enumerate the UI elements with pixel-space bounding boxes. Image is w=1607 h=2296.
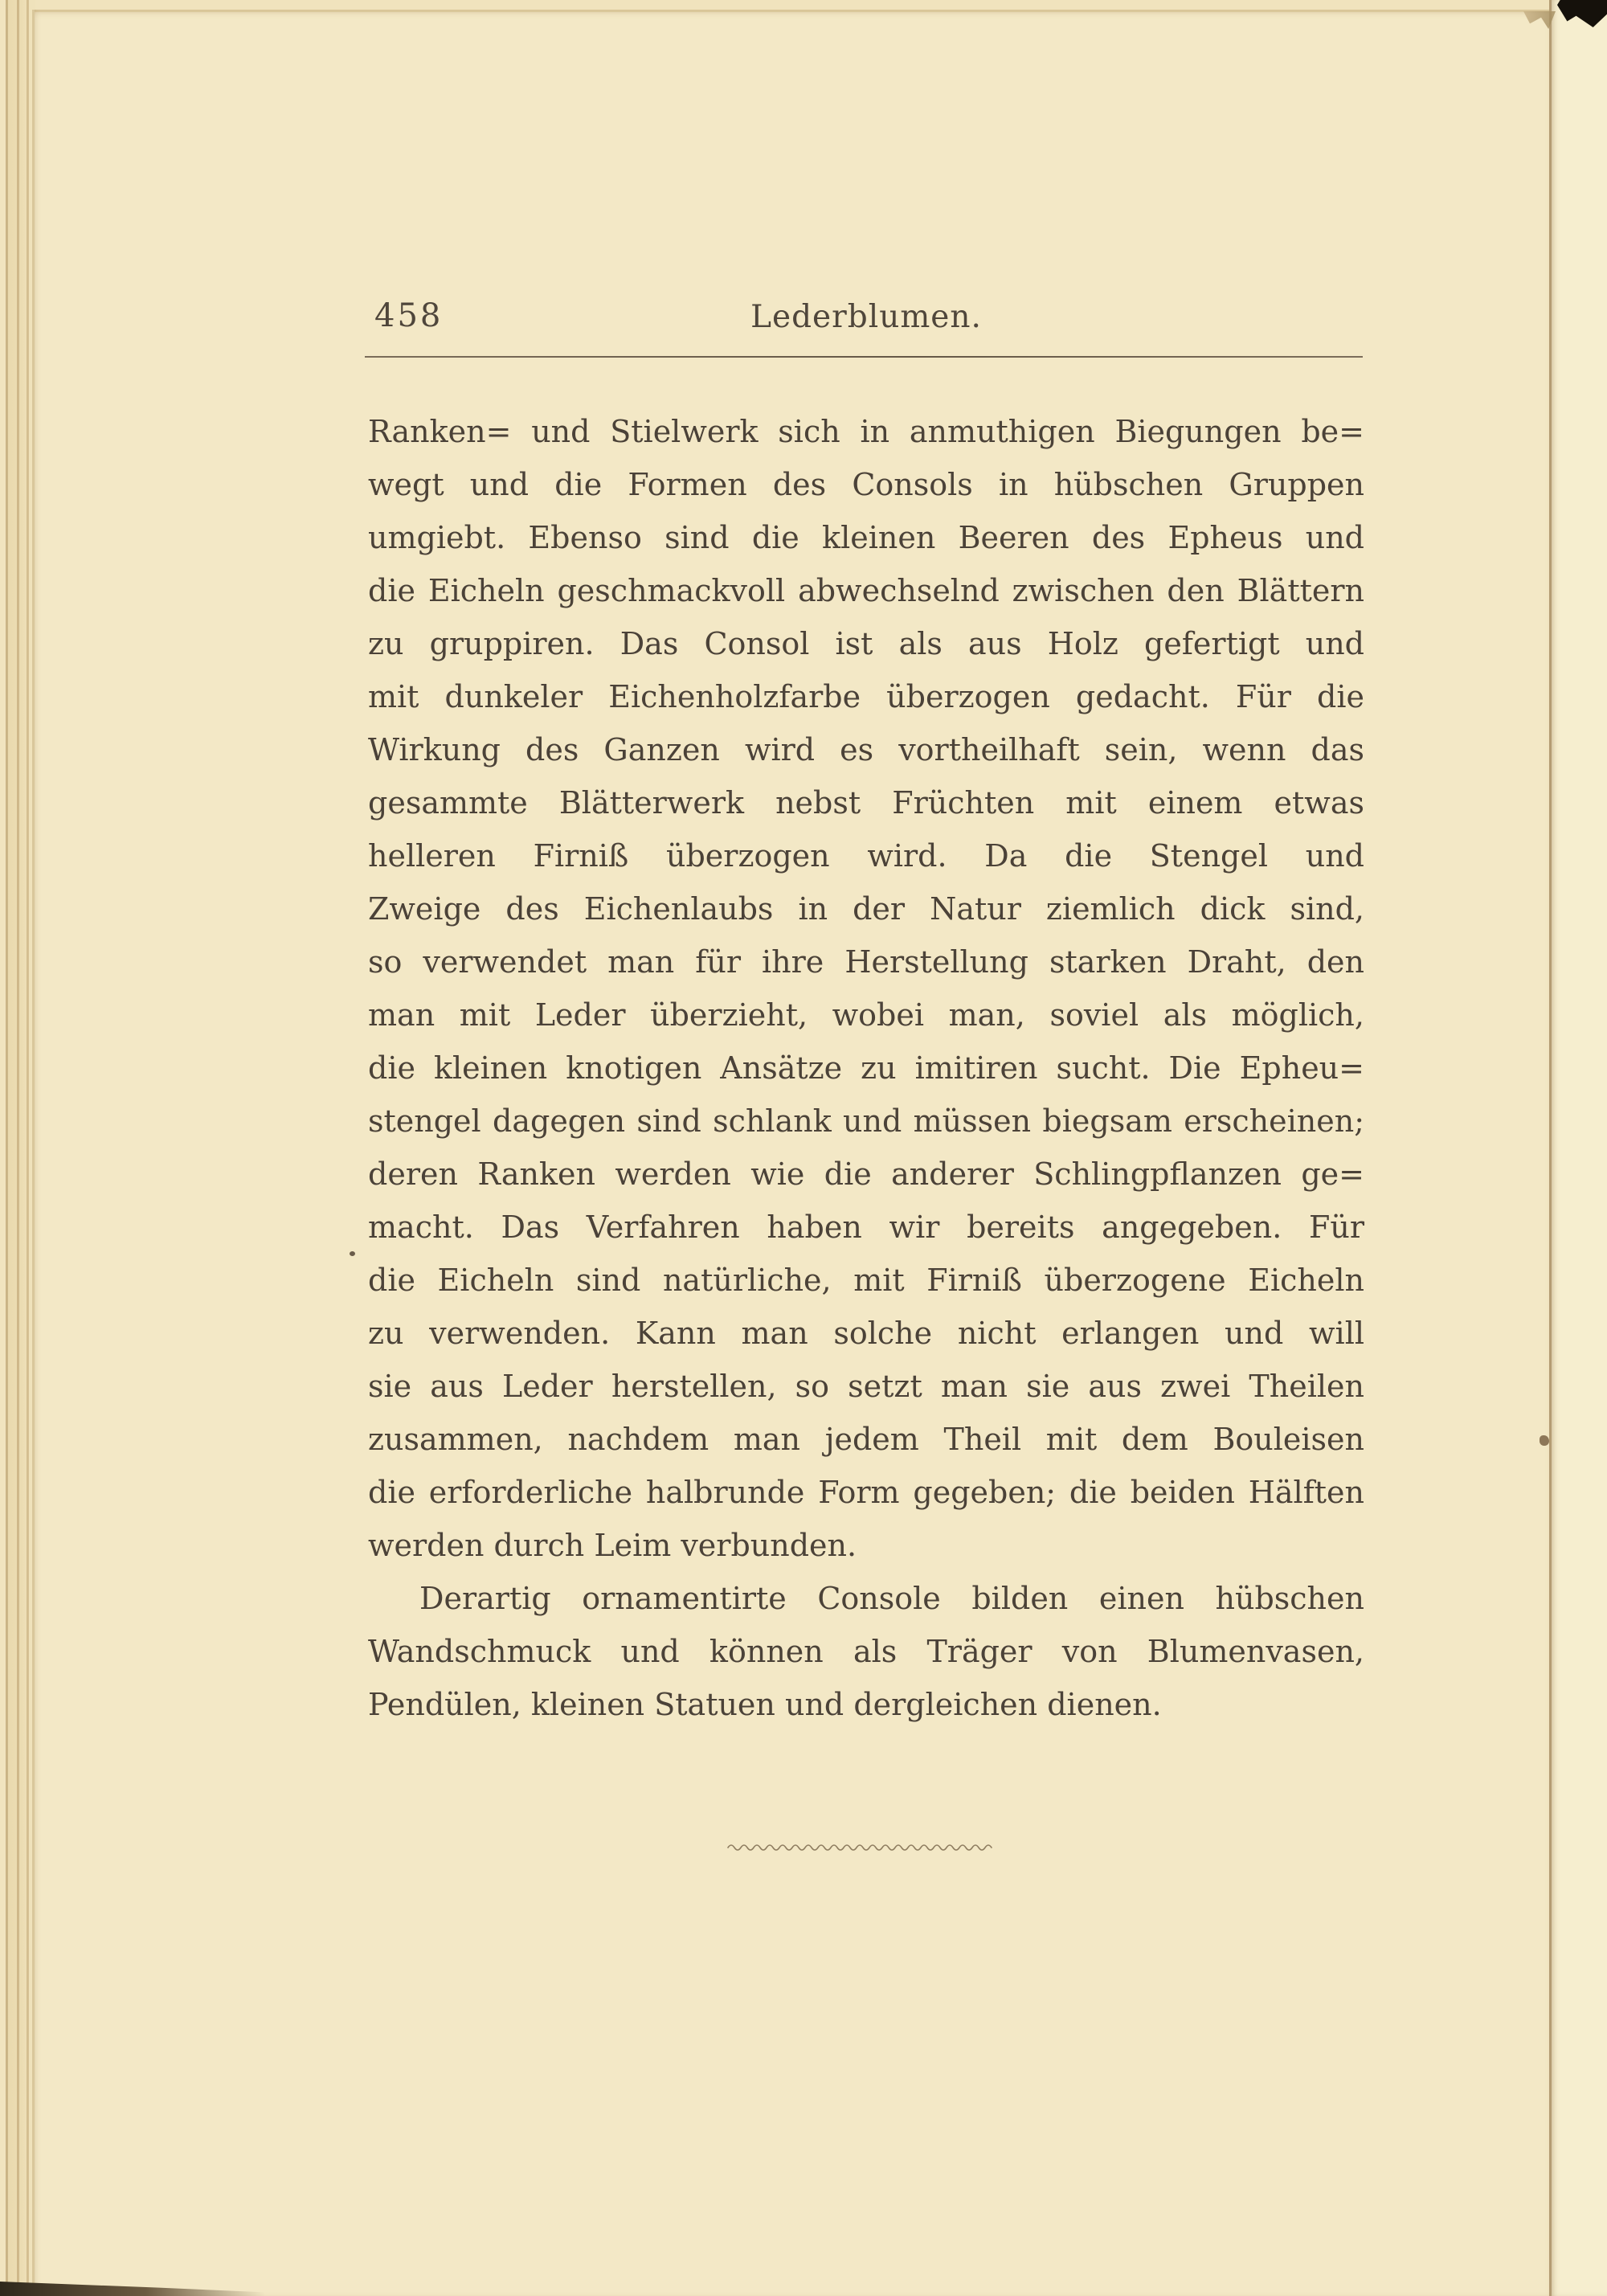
- text-line: werden durch Leim verbunden.: [368, 1528, 857, 1563]
- next-page-sliver: [1549, 0, 1607, 2296]
- text-line: zusammen, nachdem man jedem Theil mit dem Bouleisen: [368, 1422, 1364, 1457]
- text-line: die erforderliche halbrunde Form gegeben; die beiden Hälften: [368, 1475, 1364, 1510]
- page-number: 458: [374, 297, 444, 334]
- text-line: macht. Das Verfahren haben wir bereits angegeben. Für: [368, 1209, 1364, 1245]
- text-line: zu verwenden. Kann man solche nicht erlangen und will: [368, 1316, 1364, 1351]
- running-title: Lederblumen.: [750, 299, 982, 335]
- text-line: deren Ranken werden wie die anderer Schlingpflanzen ge=: [368, 1156, 1364, 1192]
- book-page-edges-left: [0, 0, 35, 2296]
- crease-speck: [1540, 1435, 1549, 1446]
- text-line: Derartig ornamentirte Console bilden einen hübschen: [419, 1581, 1364, 1616]
- text-line: helleren Firniß überzogen wird. Da die Stengel und: [368, 838, 1364, 874]
- ink-speck: [350, 1251, 355, 1256]
- body-text: [368, 405, 1364, 1731]
- text-line: die Eicheln sind natürliche, mit Firniß überzogene Eicheln: [368, 1263, 1364, 1298]
- end-ornament-squiggle: [726, 1840, 993, 1853]
- text-line: Ranken= und Stielwerk sich in anmuthigen Biegungen be=: [368, 414, 1364, 449]
- text-line: mit dunkeler Eichenholzfarbe überzogen gedacht. Für die: [368, 679, 1364, 714]
- text-line: umgiebt. Ebenso sind die kleinen Beeren des Epheus und: [368, 520, 1364, 555]
- text-line: Wirkung des Ganzen wird es vortheilhaft sein, wenn das: [368, 732, 1364, 767]
- text-line: die Eicheln geschmackvoll abwechselnd zwischen den Blättern: [368, 573, 1364, 608]
- text-line: Zweige des Eichenlaubs in der Natur ziemlich dick sind,: [368, 891, 1364, 927]
- text-line: Pendülen, kleinen Statuen und dergleichen dienen.: [368, 1687, 1162, 1722]
- text-line: sie aus Leder herstellen, so setzt man sie aus zwei Theilen: [368, 1369, 1364, 1404]
- text-line: Wandschmuck und können als Träger von Blumenvasen,: [368, 1634, 1364, 1669]
- scanned-page: [32, 10, 1549, 2296]
- text-line: wegt und die Formen des Consols in hübschen Gruppen: [368, 467, 1364, 502]
- text-line: gesammte Blätterwerk nebst Früchten mit einem etwas: [368, 785, 1364, 821]
- wavy-rule-icon: [726, 1840, 993, 1853]
- text-line: zu gruppiren. Das Consol ist als aus Holz gefertigt und: [368, 626, 1364, 661]
- header-rule: [365, 356, 1363, 358]
- text-line: stengel dagegen sind schlank und müssen biegsam erscheinen;: [368, 1103, 1364, 1139]
- text-line: die kleinen knotigen Ansätze zu imitiren sucht. Die Epheu=: [368, 1050, 1364, 1086]
- text-line: man mit Leder überzieht, wobei man, soviel als möglich,: [368, 997, 1364, 1033]
- text-line: so verwendet man für ihre Herstellung starken Draht, den: [368, 944, 1364, 980]
